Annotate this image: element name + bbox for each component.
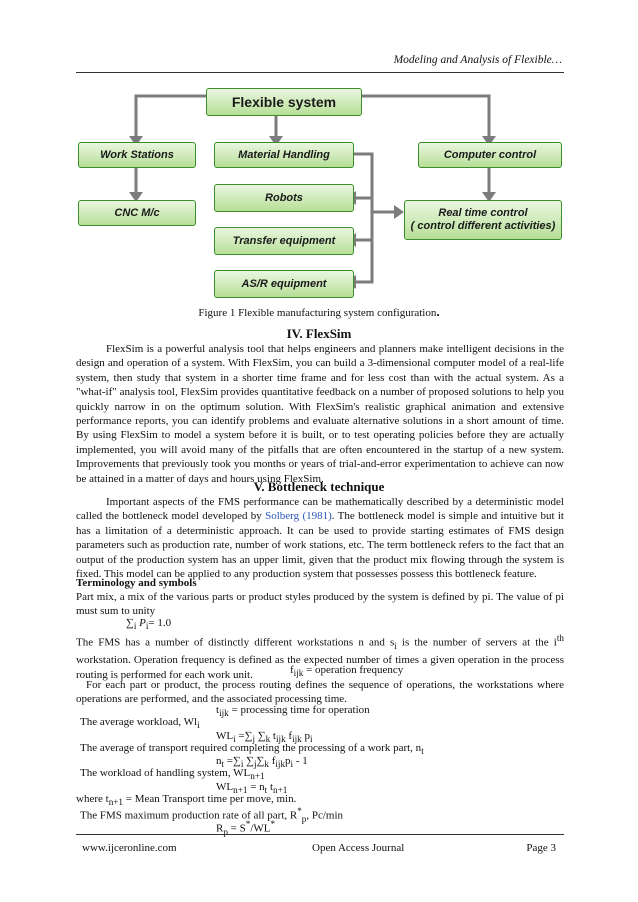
- footer-rule: [76, 834, 564, 835]
- handling-workload-label: The workload of handling system, $WL_{n+1}$: [80, 767, 265, 782]
- work-stations-node: Work Stations: [78, 142, 196, 168]
- section-iv-heading: IV. FlexSim: [286, 326, 352, 341]
- section-iv-body: [76, 342, 564, 486]
- robots-node: Robots: [214, 184, 354, 212]
- cnc-node: CNC M/c: [78, 200, 196, 226]
- transfer-equipment-node: Transfer equipment: [214, 227, 354, 255]
- real-time-control-label: Real time control: [438, 207, 528, 219]
- fms-configuration-figure: [76, 82, 564, 302]
- footer-website[interactable]: www.ijceronline.com: [82, 842, 177, 854]
- transport-equation: $n_t =\sum_i$ $\sum_j\sum_k$ $f_{ijk}p_i - 1$: [216, 755, 308, 770]
- max-production-rate-label: The FMS maximum production rate of all part, $R^*_p$, Pc/min: [80, 806, 344, 824]
- processing-time-def: $t_{ijk}$ = processing time for operation: [216, 704, 370, 719]
- asr-equipment-node: AS/R equipment: [214, 270, 354, 298]
- section-v-text-a: Important aspects of the FMS performance can be mathematically described by a deterministic model called the bottleneck model developed by: [76, 496, 564, 523]
- section-iv-text: FlexSim is a powerful analysis tool that helps engineers and planners make intelligent decisions in the design and operation of a system. With FlexSim, you can build a 3-dimensional computer model of a real-life system, then study that system in a shorter time frame and for less cost than with the actual system. As a "what-if" analysis tool, FlexSim provides quantitative feedback on a number of proposed solutions to help you quickly narrow in on the optimum solution. With FlexSim's realistic graphical animation and extensive performance reports, you can identify problems and evaluate alternative solutions in a short amount of time. By using FlexSim to model a system before it is built, or to test operating policies before they are actually implemented, you will avoid many of the pitfalls that are often encountered in the startup of a new system. Improvements that previously took you months or years of trial-and-error experimentation to achieve can now be attained in a matter of days and hours using FlexSim.: [76, 343, 564, 485]
- caption-text: Figure 1 Flexible manufacturing system configuration: [198, 307, 437, 319]
- average-workload-label: The average workload, $Wl_i$: [80, 716, 200, 731]
- handling-workload-equation: $WL_{n+1} = n_t$ $t_{n+1}$: [216, 781, 288, 796]
- real-time-control-sublabel: ( control different activities): [410, 220, 556, 232]
- production-rate-equation: $R_p = S^*/WL^*$: [216, 819, 276, 837]
- flexible-system-node: Flexible system: [206, 88, 362, 116]
- process-routing-paragraph: For each part or product, the process routing defines the sequence of operations, the workstations where operations are performed, and the associated processing time.: [76, 679, 564, 706]
- solberg-citation[interactable]: Solberg (1981): [265, 510, 332, 523]
- section-v-heading: V. Bottleneck technique: [253, 479, 385, 494]
- section-v-text-b: . The bottleneck model is simple and intuitive but it has a limitation of a deterministic approach. It can be used to provide starting estimates of FMS design parameters such as production rate, number of work stations, etc. The term bottleneck refers to the fact that an output of the production system has an upper limit, given that the product mix flowing through the system is fixed. This model can be applied to any production system that possesses possess this bottleneck feature.: [76, 510, 564, 581]
- workload-equation: $WL_i =\sum_j$ $\sum_k$ $t_{ijk}$ $f_{ijk}$ $p_i$: [216, 730, 313, 745]
- part-mix-paragraph: Part mix, a mix of the various parts or product styles produced by the system is defined by pi. The value of pi must sum to unity: [76, 591, 564, 618]
- caption-period: .: [436, 304, 440, 319]
- transport-time-where: where $t_{n+1}$ = Mean Transport time per move, min.: [76, 793, 297, 808]
- transport-required-label: The average of transport required completing the processing of a work part, $n_t$: [80, 742, 424, 757]
- operation-frequency-def: $f_{ijk}$ = operation frequency: [290, 664, 404, 679]
- figure-caption: [0, 304, 638, 320]
- sum-to-unity-equation: $\sum_i$ $P_i= 1.0$: [126, 617, 172, 632]
- footer-page-number: Page 3: [526, 842, 556, 854]
- real-time-control-node: [404, 200, 562, 240]
- workstations-paragraph: The FMS has a number of distinctly different workstations n and $s_i$ is the number of servers at the $i^{th}$ workstation. Operation frequency is defined as the expected number of times a given operation in the process routing is performed for each work unit.: [76, 633, 564, 681]
- section-v-body: [76, 495, 564, 581]
- running-header: Modeling and Analysis of Flexible…: [393, 54, 562, 66]
- terminology-heading: Terminology and symbols: [76, 577, 197, 589]
- material-handling-node: Material Handling: [214, 142, 354, 168]
- footer-journal: Open Access Journal: [312, 842, 405, 854]
- computer-control-node: Computer control: [418, 142, 562, 168]
- header-rule: [76, 72, 564, 73]
